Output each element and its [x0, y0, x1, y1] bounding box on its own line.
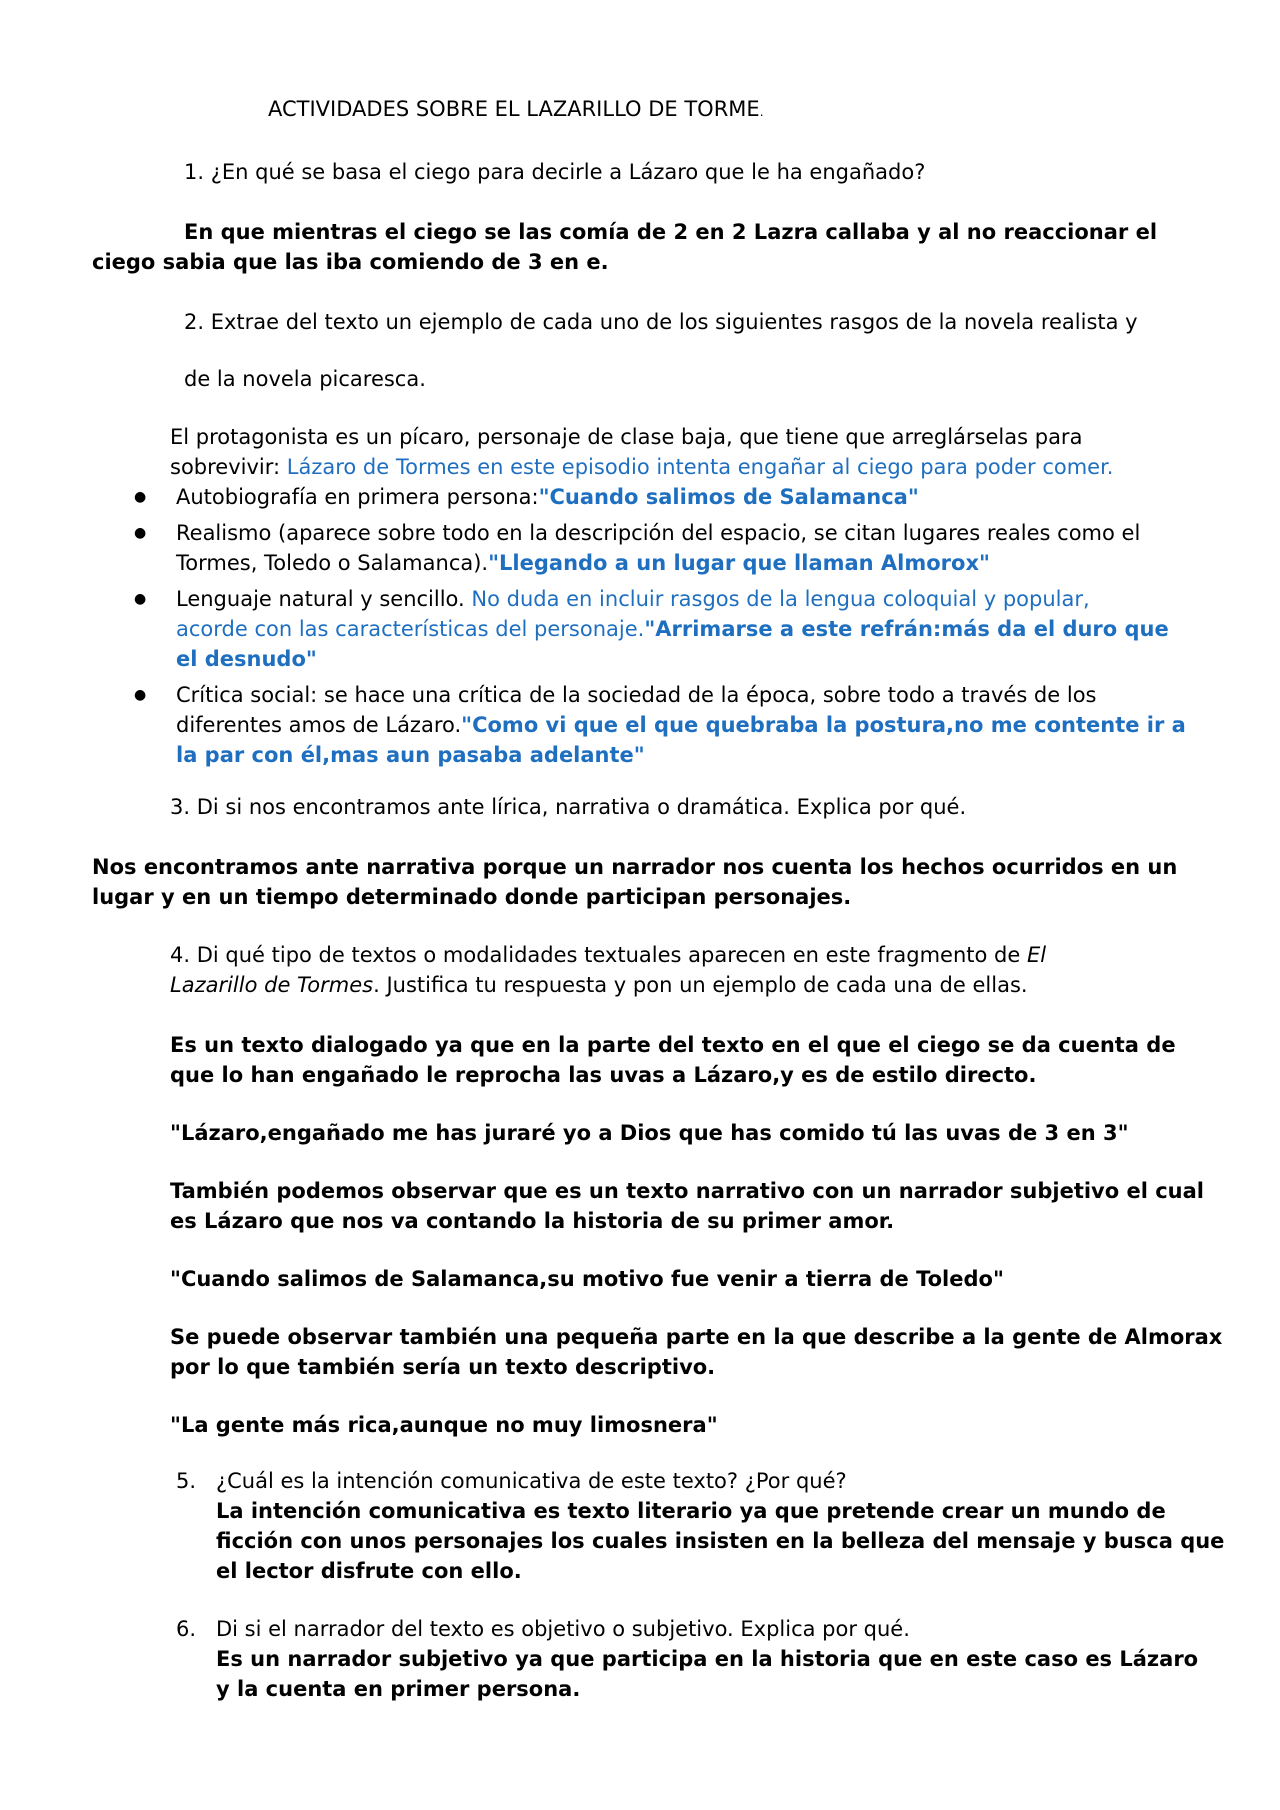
answer-3-line-1: Nos encontramos ante narrativa porque un narrador nos cuenta los hechos ocurridos en un — [92, 855, 1178, 879]
answer-6-line-2: y la cuenta en primer persona. — [216, 1677, 581, 1701]
question-5-number: 5. — [176, 1469, 197, 1493]
answer-4c-line-1: Se puede observar también una pequeña parte en la que describe a la gente de Almorax — [170, 1325, 1223, 1349]
answer-5-line-2: ficción con unos personajes los cuales insisten en la belleza del mensaje y busca que — [216, 1529, 1225, 1553]
answer-4a-line-1: Es un texto dialogado ya que en la parte del texto en el que el ciego se da cuenta de — [170, 1033, 1176, 1057]
bullet-item-lenguaje-line-3: el desnudo" — [176, 647, 317, 671]
bullet-item-lenguaje-line-1: Lenguaje natural y sencillo. No duda en incluir rasgos de la lengua coloquial y popular, — [176, 587, 1090, 611]
bullet-item-autobiografia: Autobiografía en primera persona:"Cuando salimos de Salamanca" — [176, 485, 919, 509]
answer-5-line-3: el lector disfrute con ello. — [216, 1559, 522, 1583]
quote-4c: "La gente más rica,aunque no muy limosnera" — [170, 1413, 718, 1437]
question-6: Di si el narrador del texto es objetivo o subjetivo. Explica por qué. — [216, 1617, 910, 1641]
question-5: ¿Cuál es la intención comunicativa de este texto? ¿Por qué? — [216, 1469, 847, 1493]
bullet-item-realismo-line-1: Realismo (aparece sobre todo en la descripción del espacio, se citan lugares reales como el — [176, 521, 1141, 545]
question-2-line-2: de la novela picaresca. — [184, 367, 426, 391]
bullet-icon: ● — [134, 591, 147, 607]
question-6-number: 6. — [176, 1617, 197, 1641]
quote-4a: "Lázaro,engañado me has juraré yo a Dios que has comido tú las uvas de 3 en 3" — [170, 1121, 1129, 1145]
bullet-icon: ● — [134, 687, 147, 703]
bullet-icon: ● — [134, 489, 147, 505]
answer-6-line-1: Es un narrador subjetivo ya que participa en la historia que en este caso es Lázaro — [216, 1647, 1199, 1671]
question-2-line-1: 2. Extrae del texto un ejemplo de cada uno de los siguientes rasgos de la novela realista y — [184, 310, 1138, 334]
quote-4b: "Cuando salimos de Salamanca,su motivo fue venir a tierra de Toledo" — [170, 1267, 1004, 1291]
answer-5-line-1: La intención comunicativa es texto literario ya que pretende crear un mundo de — [216, 1499, 1166, 1523]
question-1: 1. ¿En qué se basa el ciego para decirle a Lázaro que le ha engañado? — [184, 160, 926, 184]
answer-4b-line-2: es Lázaro que nos va contando la historia de su primer amor. — [170, 1209, 895, 1233]
question-3: 3. Di si nos encontramos ante lírica, narrativa o dramática. Explica por qué. — [170, 795, 967, 819]
bullet-item-lenguaje-line-2: acorde con las características del personaje."Arrimarse a este refrán:más da el duro que — [176, 617, 1169, 641]
bullet-item-critica-line-3: la par con él,mas aun pasaba adelante" — [176, 743, 645, 767]
bullet-icon: ● — [134, 525, 147, 541]
answer-1-line-1: En que mientras el ciego se las comía de 2 en 2 Lazra callaba y al no reaccionar el — [184, 220, 1158, 244]
answer-3-line-2: lugar y en un tiempo determinado donde participan personajes. — [92, 885, 852, 909]
answer-1-line-2: ciego sabia que las iba comiendo de 3 en e. — [92, 250, 609, 274]
answer-4a-line-2: que lo han engañado le reprocha las uvas a Lázaro,y es de estilo directo. — [170, 1063, 1037, 1087]
bullet-item-critica-line-1: Crítica social: se hace una crítica de la sociedad de la época, sobre todo a través de los — [176, 683, 1097, 707]
page-title: ACTIVIDADES SOBRE EL LAZARILLO DE TORME. — [268, 97, 764, 121]
q2-intro-line-2: sobrevivir: Lázaro de Tormes en este episodio intenta engañar al ciego para poder comer. — [170, 455, 1114, 479]
bullet-item-critica-line-2: diferentes amos de Lázaro."Como vi que el que quebraba la postura,no me contente ir a — [176, 713, 1186, 737]
answer-4c-line-2: por lo que también sería un texto descriptivo. — [170, 1355, 716, 1379]
answer-4b-line-1: También podemos observar que es un texto narrativo con un narrador subjetivo el cual — [170, 1179, 1205, 1203]
question-4-line-2: Lazarillo de Tormes. Justifica tu respuesta y pon un ejemplo de cada una de ellas. — [170, 973, 1028, 997]
question-4-line-1: 4. Di qué tipo de textos o modalidades textuales aparecen en este fragmento de El — [170, 943, 1047, 967]
bullet-item-realismo-line-2: Tormes, Toledo o Salamanca)."Llegando a un lugar que llaman Almorox" — [176, 551, 990, 575]
q2-intro-line-1: El protagonista es un pícaro, personaje de clase baja, que tiene que arreglárselas para — [170, 425, 1083, 449]
